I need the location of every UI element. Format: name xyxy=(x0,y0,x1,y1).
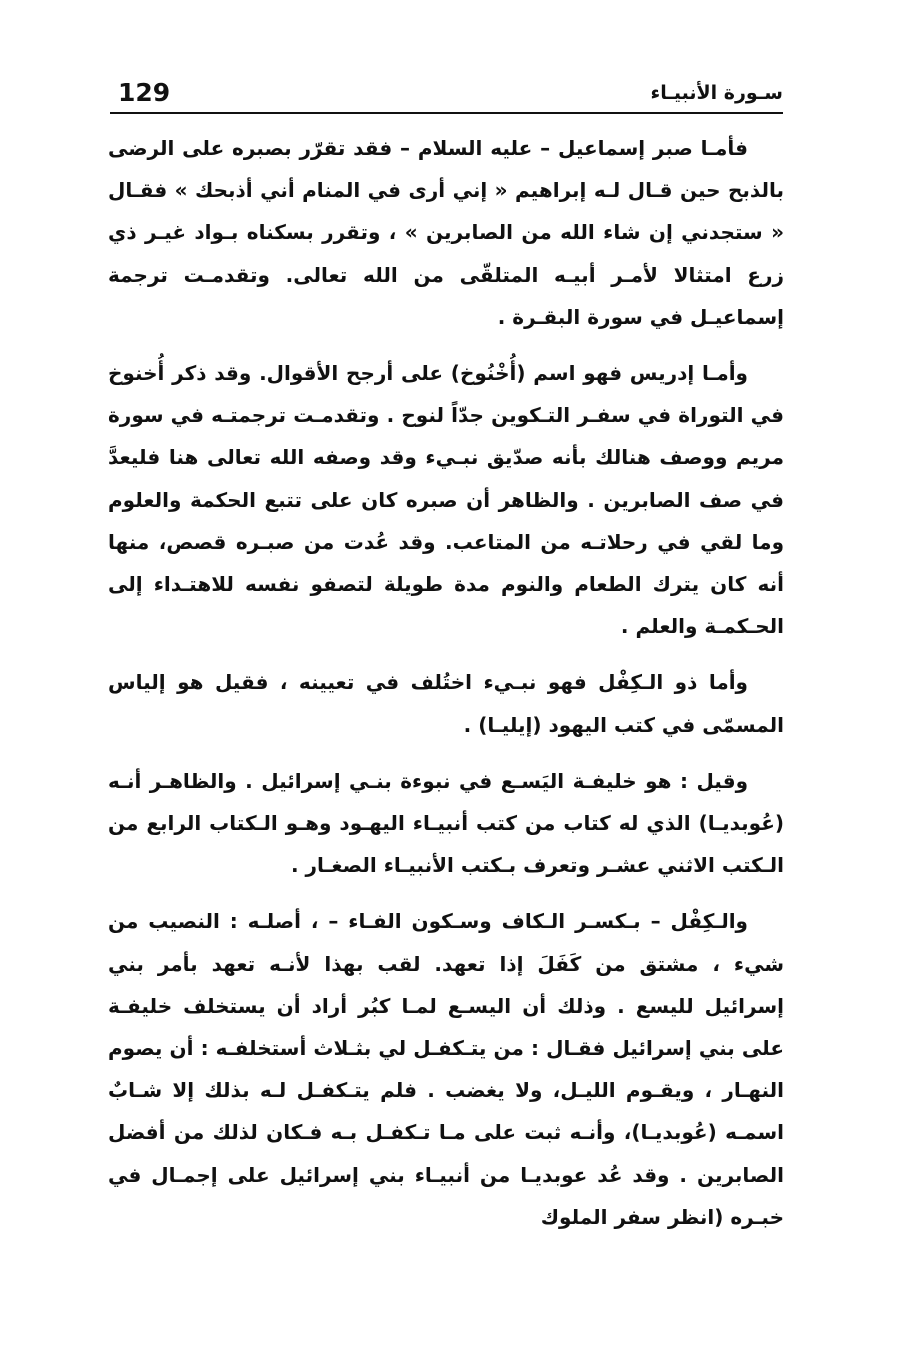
paragraph-idris: وأمـا إدريس فهو اسم (أُخْنُوخ) على أرجح الأقوال. وقد ذكر أُخنوخ في التوراة في سفـر التـكوين جدّاً لنوح . وتقدمـت ترجمتـه في سورة مريم ووصف هنالك بأنه صدّيق نبـيء وقد وصفه الله تعالى هنا فليعدَّ في صف الصابرين . والظاهر أن صبره كان على تتبع الحكمة والعلوم وما لقي في رحلاتـه من المتاعب. وقد عُدت من صبـره قصص، منها أنه كان يترك الطعام والنوم مدة طويلة لتصفو نفسه للاهتـداء إلى الحـكمـة والعلم . xyxy=(108,361,784,639)
paragraph-ismail: فأمـا صبر إسماعيل – عليه السلام – فقد تقرّر بصبره على الرضى بالذبح حين قـال لـه إبراهيم « إني أرى في المنام أني أذبحك » فقـال « ستجدني إن شاء الله من الصابرين » ، وتقرر بسكناه بـواد غيـر ذي زرع امتثالا لأمـر أبيـه المتلقّى من الله تعالى. وتقدمـت ترجمة إسماعيـل في سورة البقـرة . xyxy=(108,136,784,329)
page-number: 129 xyxy=(118,78,171,107)
paragraph-obadiah: وقيل : هو خليفـة اليَسـع في نبوءة بنـي إسرائيل . والظاهـر أنـه (عُوبديـا) الذي له كتاب من كتب أنبيـاء اليهـود وهـو الـكتاب الرابع من الـكتب الاثني عشـر وتعرف بـكتب الأنبيـاء الصغـار . xyxy=(108,768,784,878)
paragraph-kifl-meaning: والـكِفْل – بـكسـر الـكاف وسـكون الفـاء – ، أصلـه : النصيب من شيء ، مشتق من كَفَلَ إذا تعهد. لقب بهذا لأنـه تعهد بأمر بني إسرائيل لليسع . وذلك أن اليسـع لمـا كبُر أراد أن يستخلف خليفـة على بني إسرائيل فقـال : من يتـكفـل لي بثـلاث أستخلفـه : أن يصوم النهـار ، ويقـوم الليـل، ولا يغضب . فلم يتـكفـل لـه بذلك إلا شـابٌ اسمـه (عُوبديـا)، وأنـه ثبت على مـا تـكفـل بـه فـكان لذلك من أفضل الصابرين . وقد عُد عوبديـا من أنبيـاء بني إسرائيل على إجمـال في خبـره (انظر سفر الملوك xyxy=(108,909,784,1229)
header-rule xyxy=(110,112,783,114)
page-header xyxy=(110,78,783,112)
paragraph-dhul-kifl: وأما ذو الـكِفْل فهو نبـيء اختُلف في تعيينه ، فقيل هو إلياس المسمّى في كتب اليهود (إيليـا) . xyxy=(108,670,784,737)
body-text xyxy=(108,127,784,1252)
running-title: سـورة الأنبيـاء xyxy=(650,82,783,104)
